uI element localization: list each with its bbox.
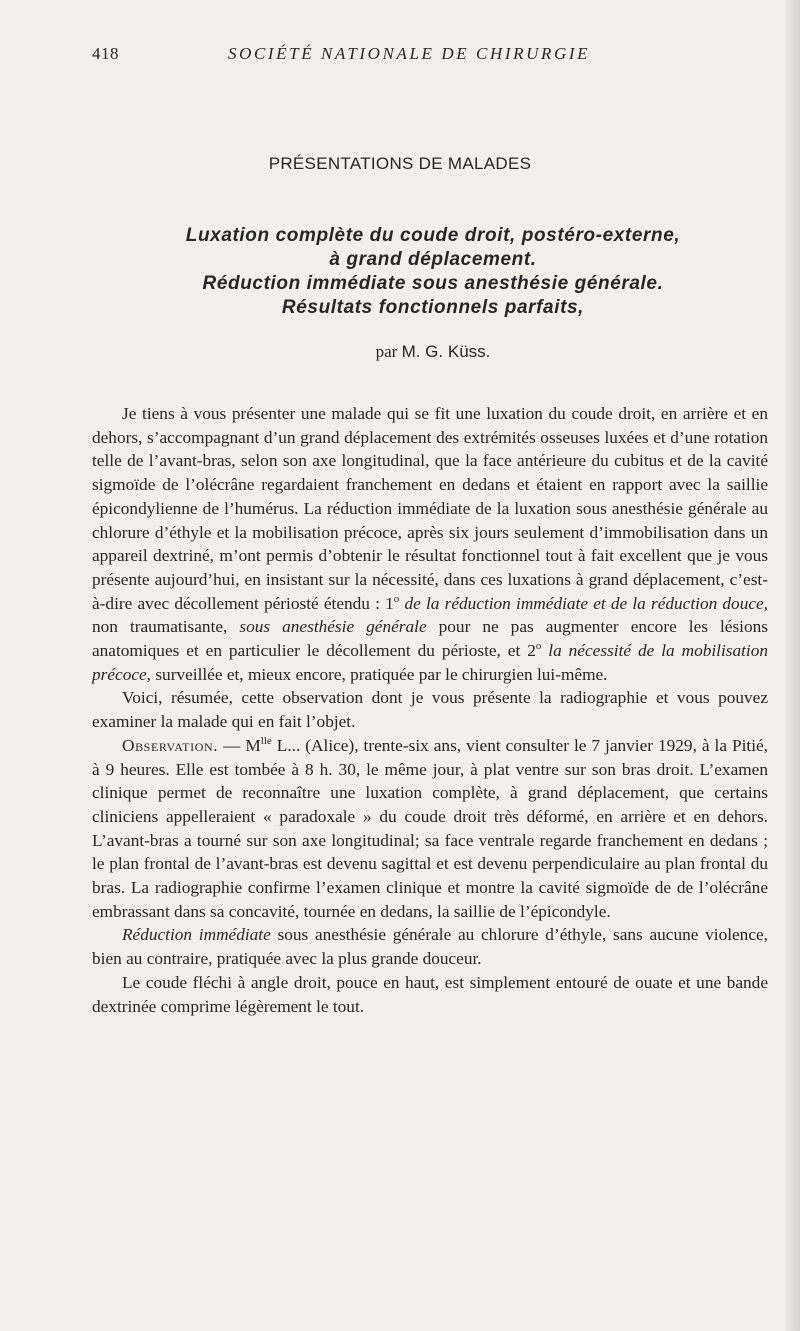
byline-author: M. G. Küss. [401,342,491,361]
paragraph-text: pour ne pas augmenter encore les lésions anatomiques et en particulier le décollement du périoste, et 2 [92,617,768,661]
page-gutter-shadow [786,0,800,1331]
paragraph-text: sous anesthésie générale au chlorure d’éthyle, sans aucune violence, bien au contraire, pratiquée avec la plus grande douceur. [92,925,768,969]
byline-prefix: par [375,342,398,361]
body-paragraph [92,923,768,970]
emphasis-text: Réduction immédiate [122,925,271,945]
title-superscript: lle [260,735,272,748]
emphasis-text: sous anesthésie générale [239,617,427,637]
section-title: PRÉSENTATIONS DE MALADES [268,154,532,173]
article-title-line: à grand déplacement. [329,249,537,270]
byline [0,342,800,362]
article-title [0,224,800,320]
body-paragraph [92,402,768,686]
article-title-line: Luxation complète du coude droit, postéro-externe, [185,225,681,246]
paragraph-text: L... (Alice), trente-six ans, vient consulter le 7 janvier 1929, à la Pitié, à 9 heures. Elle est tombée à 8 h. 30, le même jour, à plat ventre sur son bras droit. L’examen clinique permet de reconnaître une luxation complète, à grand déplacement, que certains cliniciens appelleraient « paradoxale » du coude droit très déformé, en arrière et en dehors. L’avant-bras a tourné sur son axe longitudinal; sa face ventrale regarde franchement en dedans ; le plan frontal de l’avant-bras est devenu sagittal et est devenu perpendiculaire au plan frontal du bras. La radiographie confirme l’examen clinique et montre la cavité sigmoïde de de l’olécrâne embrassant dans sa concavité, tournée en dedans, la saillie de l’épicondyle. [92,735,768,921]
observation-label: Observation. [122,735,219,755]
paragraph-text: non traumatisante, [92,617,240,637]
paragraph-text: — M [218,735,261,755]
article-title-line: Réduction immédiate sous anesthésie générale. [202,273,664,294]
observation-paragraph [92,734,768,924]
running-head: SOCIÉTÉ NATIONALE DE CHIRURGIE [228,44,591,63]
article-title-line: Résultats fonctionnels parfaits, [281,297,585,318]
paragraph-text: surveillée et, mieux encore, pratiquée par le chirurgien lui-même. [151,664,608,684]
ordinal-superscript: o [393,592,400,605]
paragraph-text: Je tiens à vous présenter une malade qui se fit une luxation du coude droit, en arrière et en dehors, s’accompagnant d’un grand déplacement des extrémités osseuses luxées et d’une rotation telle de l’avant-bras, selon son axe longitudinal, que la face antérieure du cubitus et de la cavité sigmoïde de l’olécrâne regardaient franchement en dedans et étaient en rapport avec la saillie épicondylienne de l’humérus. La réduction immédiate de la luxation sous anesthésie générale au chlorure d’éthyle et la mobilisation précoce, après six jours seulement d’immobilisation dans un appareil dextriné, m’ont permis d’obtenir le résultat fonctionnel tout à fait excellent que je vous présente aujourd’hui, en insistant sur la nécessité, dans ces luxations à grand déplacement, c’est-à-dire avec décollement périosté étendu : 1 [92,404,768,613]
emphasis-text: la nécessité de la mobilisation précoce, [92,641,768,684]
article-body [92,402,768,1018]
ordinal-superscript: o [535,640,542,653]
body-paragraph: Voici, résumée, cette observation dont je vous présente la radiographie et vous pouvez examiner la malade qui en fait l’objet. [92,688,768,732]
page-number: 418 [92,44,119,63]
body-paragraph: Le coude fléchi à angle droit, pouce en haut, est simplement entouré de ouate et une bande dextrinée comprime légèrement le tout. [92,972,768,1016]
emphasis-text: de la réduction immédiate et de la réduction douce, [399,593,769,613]
